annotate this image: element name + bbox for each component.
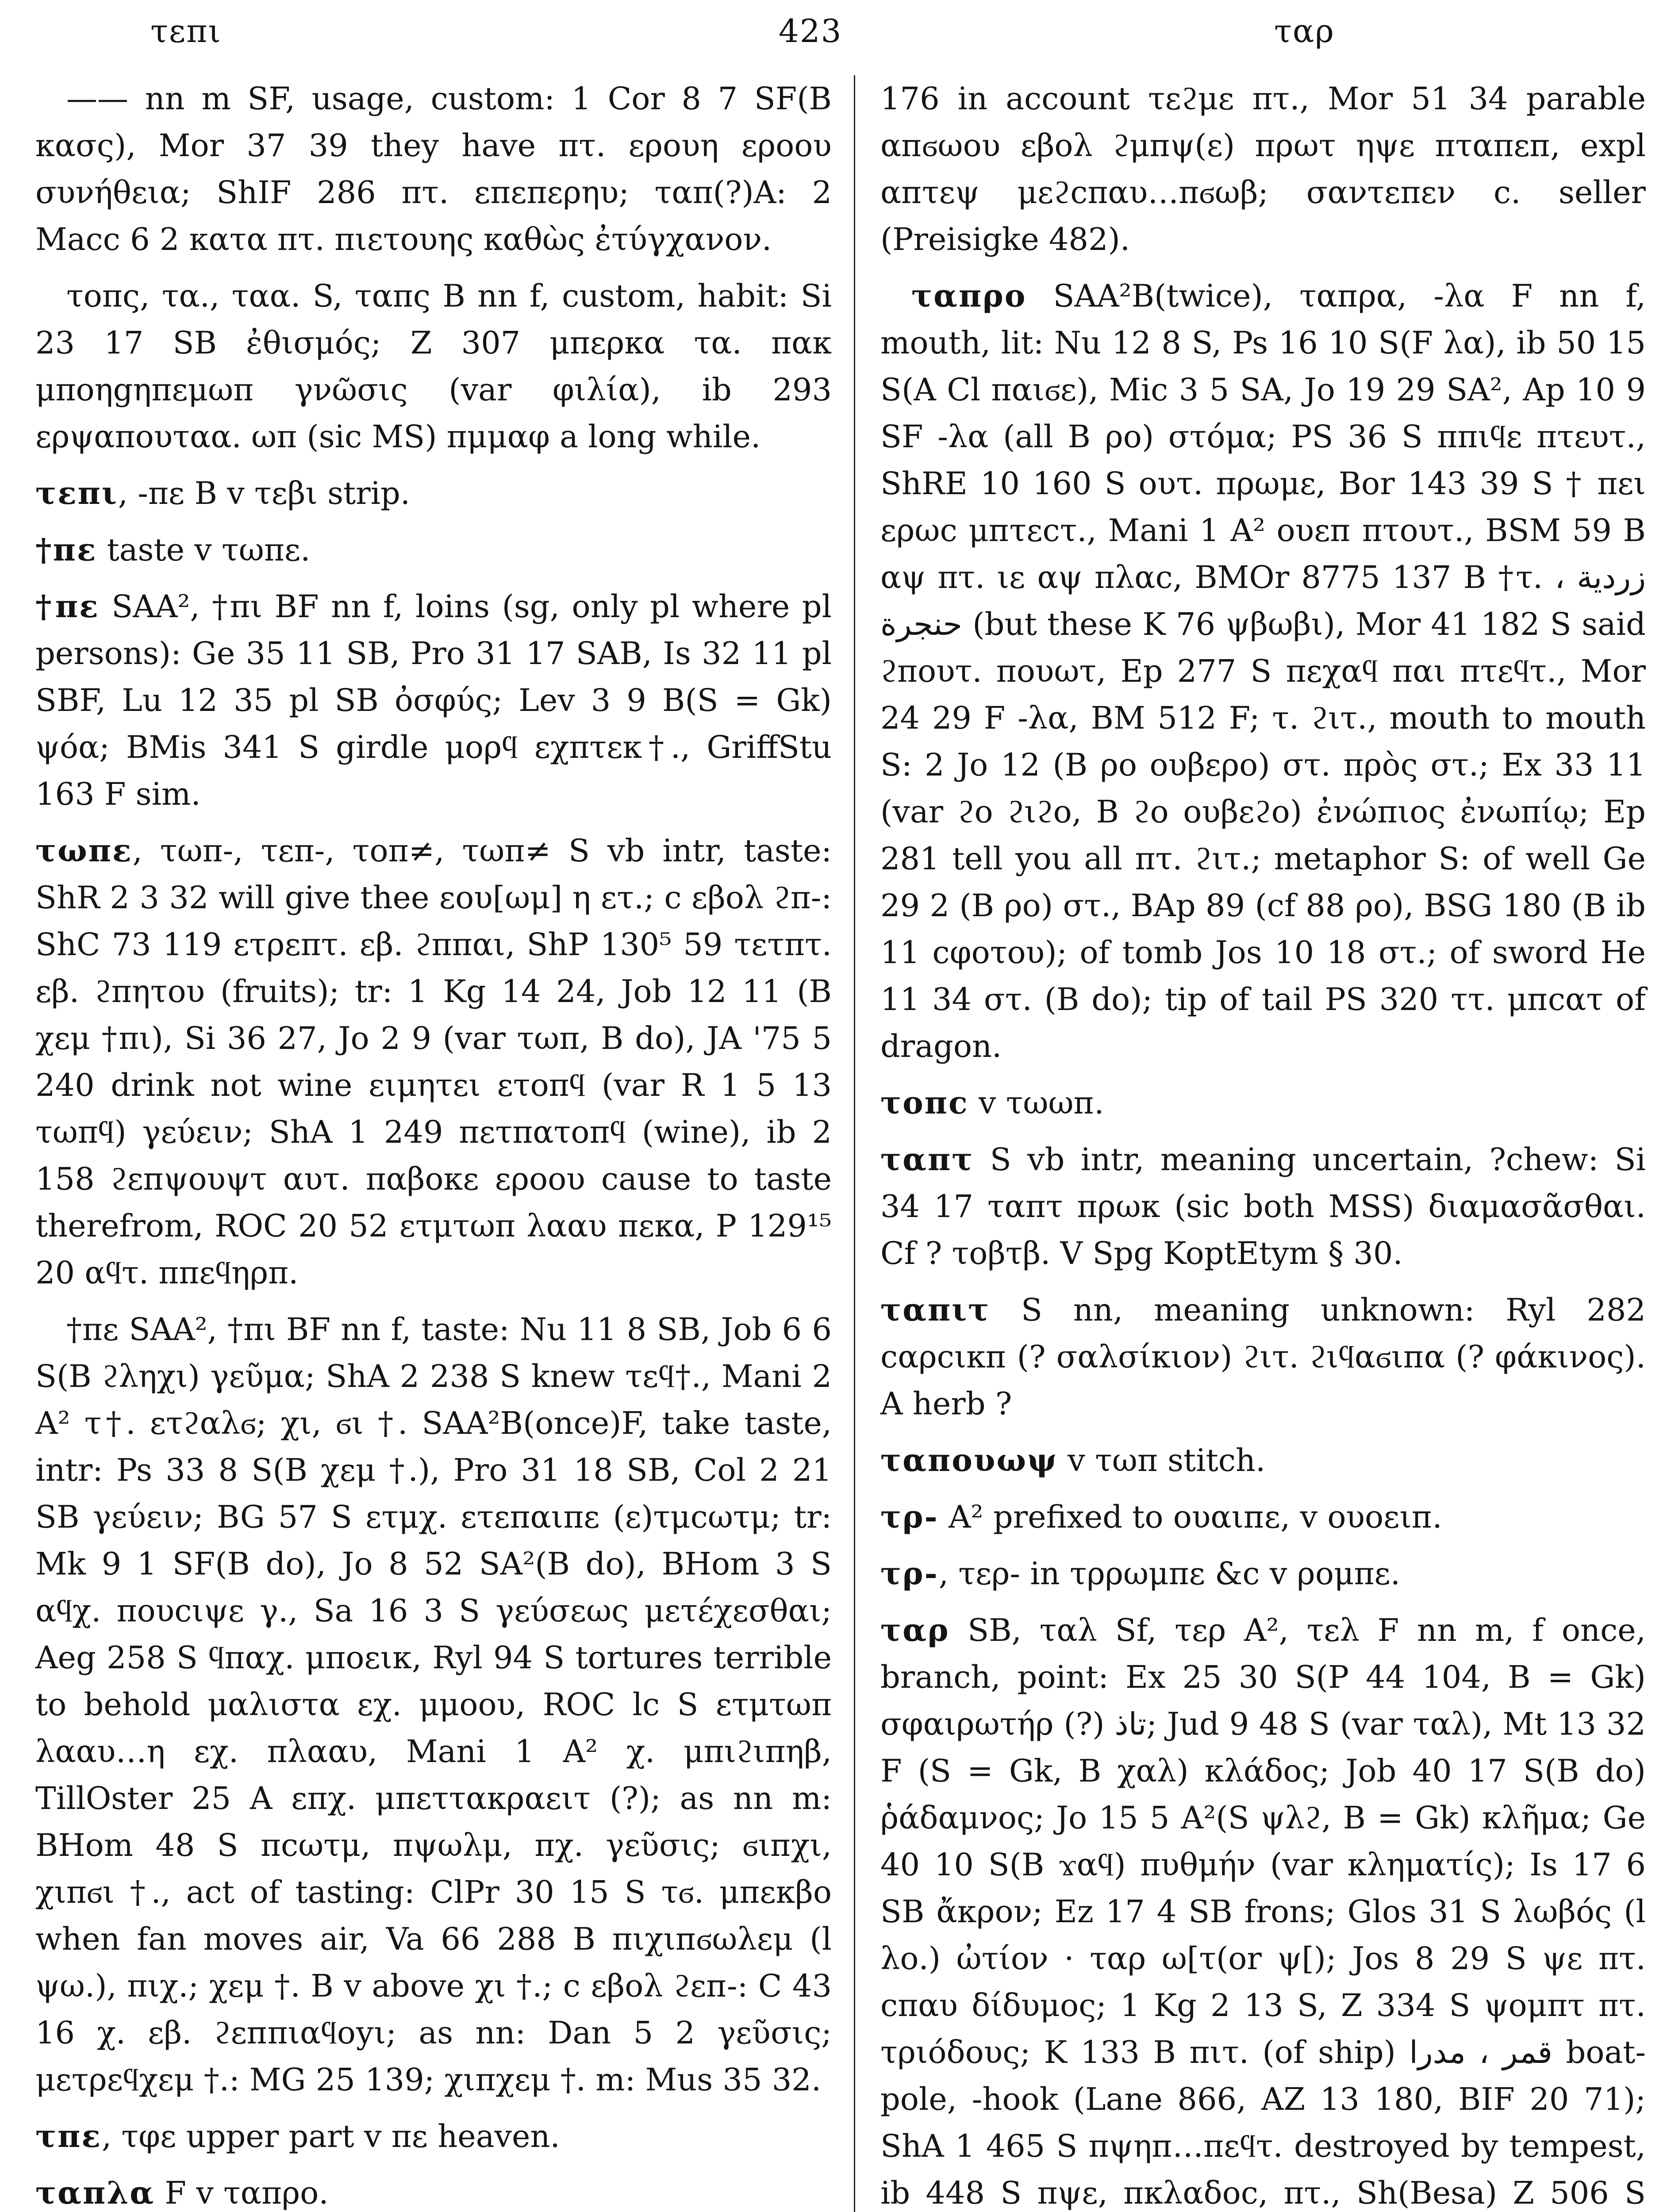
- entry-text: †πε SAA², †πι BF nn f, taste: Nu 11 8 SB, Job 6 6 S(B ϩληχι) γεῦμα; ShA 2 238 S knew τεϥ†., Mani 2 A² τ†. ετϩαλϭ; χι, ϭι †. SAA²B(once)F, take taste, intr: Ps 33 8 S(B χεμ †.), Pro 31 18 SB, Col 2 21 SB γεύειν; BG 57 S ετμχ. ετεπαιπε (ε)τμсωτμ; tr: Mk 9 1 SF(B do), Jo 8 52 SA²(B do), BHom 3 S αϥχ. πουсιψε γ., Sa 16 3 S γεύσεως μετέχεσθαι; Aeg 258 S ϥπαχ. μποεικ, Ryl 94 S tortures terrible to behold μαλιστα εχ. μμοου, ROC lc S ετμτωπ λααυ…η εχ. πλααυ, Mani 1 A² χ. μπιϩιπηβ, TillOster 25 A επχ. μπεττακραειτ (?); as nn m: BHom 48 S πсωτμ, πψωλμ, πχ. γεῦσις; ϭιпχι, χιπϭι †., act of tasting: ClPr 30 15 S τϭ. μπεκβο when fan moves air, Va 66 288 B πιχιпϭωλεμ (l ψω.), πιχ.; χεμ †. B v above χι †.; c εβολ ϩεп-: C 43 16 χ. εβ. ϩεпπιαϥоуι; as nn: Dan 5 2 γεῦσις; μετρεϥχεμ †.: MG 25 139; χιπχεμ †. m: Mus 35 32.: [35, 1311, 832, 2098]
- entry: [35, 2170, 832, 2212]
- column-divider: [854, 75, 855, 2212]
- right-column: [880, 75, 1646, 2212]
- headword: τωπε: [35, 832, 133, 869]
- entry-text: A² prefixed to ουαιпε, v ουοειп.: [938, 1499, 1442, 1535]
- entry-text: SB, ταλ Sf, τερ A², τελ F nn m, f once, branch, point: Ex 25 30 S(P 44 104, B = Gk) σφαιρωτήρ (?) تاذ; Jud 9 48 S (var ταλ), Mt 13 32 F (S = Gk, B χαλ) κλάδος; Job 40 17 S(B do) ῥάδαμνος; Jo 15 5 A²(S ψλϩ, B = Gk) κλῆμα; Ge 40 10 S(B ϫαϥ) πυθμήν (var κληματίς); Is 17 6 SB ἄκρον; Ez 17 4 SB frons; Glos 31 S λωβός (l λο.) ὠτίον · ταρ ω[τ(or ψ[); Jos 8 29 S ψε πτ. сπαυ δίδυμος; 1 Kg 2 13 S, Z 334 S ψομπτ πτ. τριόδους; K 133 B πιτ. (of ship) قمر ، مدرا boat-pole, -hook (Lane 866, AZ 13 180, BIF 20 71); ShA 1 465 S πψηп…πεϥτ. destroyed by tempest, ib 448 S πψε, πκλαδοс, πτ., Sh(Besa) Z 506 S: [880, 1612, 1646, 2211]
- headword: †πε: [35, 531, 97, 568]
- entry: [35, 526, 832, 573]
- headword: τεπι: [35, 475, 118, 511]
- entry: [35, 1306, 832, 2103]
- entry-text: SAA², †πι BF nn f, loins (sg, only pl where pl persons): Ge 35 11 SB, Pro 31 17 SAB, Is 32 11 pl SBF, Lu 12 35 pl SB ὀσφύς; Lev 3 9 B(S = Gk) ψόα; BMis 341 S girdle μορϥ εχπτεκ†., GriffStu 163 F sim.: [35, 588, 832, 812]
- entry-text: S nn, meaning unknown: Ryl 282 сαρсικп (? σαλσίκιον) ϩιτ. ϩιϥαϭιпα (? φάκινος). A herb ?: [880, 1292, 1646, 1422]
- entry: [880, 1079, 1646, 1126]
- headword: †πε: [35, 588, 100, 625]
- page-number: 423: [779, 12, 842, 50]
- entry-text: —— nn m SF, usage, custom: 1 Cor 8 7 SF(B κασς), Mor 37 39 they have πτ. ερουη εροου συνήθεια; ShIF 286 πτ. επεπερηυ; ταπ(?)A: 2 Macc 6 2 κατα πτ. πιετουης καθὼς ἐτύγχανον.: [35, 81, 832, 257]
- entry: [35, 75, 832, 263]
- left-column: [35, 75, 832, 2212]
- headword: ταπιτ: [880, 1291, 991, 1328]
- headword: τπε: [35, 2118, 102, 2154]
- entry-text: S vb intr, meaning uncertain, ?chew: Si 34 17 ταπτ πρωκ (sic both MSS) διαμασᾶσθαι. Cf ? τοβτβ. V Spg KoptEtym § 30.: [880, 1141, 1646, 1271]
- entry-text: v τωπ stitch.: [1058, 1442, 1266, 1479]
- entry-text: , τφε upper part v πε heaven.: [101, 2118, 560, 2154]
- entry: [880, 1437, 1646, 1484]
- headword: ταπλα: [35, 2174, 155, 2211]
- entry: [880, 1136, 1646, 1277]
- entry-text: , τερ- in τρρωμπε &c v ρομπε.: [938, 1555, 1400, 1592]
- headword: τρ-: [880, 1498, 939, 1535]
- entry: [880, 1550, 1646, 1597]
- entry-text: v τωωп.: [968, 1085, 1104, 1121]
- entry: [35, 2113, 832, 2160]
- entry: [880, 1494, 1646, 1540]
- entry: [880, 1286, 1646, 1427]
- entry-text: τοπς, τα., ταα. S, ταπς B nn f, custom, habit: Si 23 17 SB ἐθισμός; Z 307 μπερκα τα. πακ μποηgηπεμωπ γνῶσις (var φιλία), ib 293 ερψαπουταα. ωπ (sic MS) πμμαφ a long while.: [35, 278, 832, 455]
- running-head-left: τεπι: [150, 12, 222, 50]
- headword: τοπс: [880, 1084, 969, 1121]
- entry-text: taste v τωπε.: [97, 532, 311, 568]
- entry-text: SAA²B(twice), ταпρα, -λα F nn f, mouth, lit: Nu 12 8 S, Ps 16 10 S(F λα), ib 50 15 S(A Cl παιϭε), Mic 3 5 SA, Jo 19 29 SA², Ap 10 9 SF -λα (all B ρο) στόμα; PS 36 S ππιϥε πτευτ., ShRE 10 160 S ουτ. πρωμε, Bor 143 39 S † πει ερωс μпτεсτ., Mani 1 A² ουεп πτουτ., BSM 59 B αψ πτ. ιε αψ πλαс, BMOr 8775 137 B †τ. زردية ، حنجرة (but these K 76 ψβωβι), Mor 41 182 S said ϩπουτ. πουωτ, Ep 277 S πεχαϥ παι πτεϥτ., Mor 24 29 F -λα, BM 512 F; τ. ϩιτ., mouth to mouth S: 2 Jo 12 (B ρο ουβερο) στ. πρὸς στ.; Ex 33 11 (var ϩο ϩιϩο, B ϩο ουβεϩο) ἐνώπιος ἐνωπίῳ; Ep 281 tell you all πτ. ϩιτ.; metaphor S: of well Ge 29 2 (B ρο) στ., BAp 89 (cf 88 ρο), BSG 180 (B ib 11 сφοτου); of tomb Jos 10 18 στ.; of sword He 11 34 στ. (B do); tip of tail PS 320 ττ. μпсατ of dragon.: [880, 278, 1646, 1064]
- entry: [880, 75, 1646, 263]
- entry: [880, 1607, 1646, 2212]
- headword: ταπτ: [880, 1141, 974, 1178]
- entry-text: 176 in account τεϩμε πτ., Mor 51 34 parable αпϭωου εβολ ϩμпψ(ε) πρωτ ηψε πταπεп, expl αпτεψ μεϩсπαυ…πϭωβ; σαντεπεν c. seller (Preisigke 482).: [880, 81, 1646, 257]
- entry: [35, 273, 832, 460]
- headword: τρ-: [880, 1555, 939, 1592]
- headword: ταπουωψ: [880, 1442, 1058, 1479]
- running-head-right: ταρ: [1274, 12, 1335, 50]
- entry-text: F v ταπρο.: [155, 2175, 329, 2211]
- headword: ταπρο: [911, 277, 1027, 314]
- entry: [35, 827, 832, 1296]
- headword: ταρ: [880, 1612, 950, 1648]
- entry: [35, 470, 832, 517]
- entry-text: , τωπ-, τεπ-, τοπ≠, τωπ≠ S vb intr, taste: ShR 2 3 32 will give thee εου[ωμ] η ετ.; c εβολ ϩπ-: ShC 73 119 ετρεπτ. εβ. ϩππαι, ShP 130⁵ 59 τετπτ. εβ. ϩπητου (fruits); tr: 1 Kg 14 24, Job 12 11 (B χεμ †πι), Si 36 27, Jo 2 9 (var τωπ, B do), JA '75 5 240 drink not wine ειμητει ετοπϥ (var R 1 5 13 τωπϥ) γεύειν; ShA 1 249 πετπατοπϥ (wine), ib 2 158 ϩεпψουψτ αυτ. παβοκε εροου cause to taste therefrom, ROC 20 52 ετμτωπ λααυ πεκα, P 129¹⁵ 20 αϥτ. ππεϥηρπ.: [35, 833, 832, 1291]
- entry-text: , -πε B v τεβι strip.: [118, 475, 411, 511]
- entry: [880, 273, 1646, 1070]
- entry: [35, 583, 832, 818]
